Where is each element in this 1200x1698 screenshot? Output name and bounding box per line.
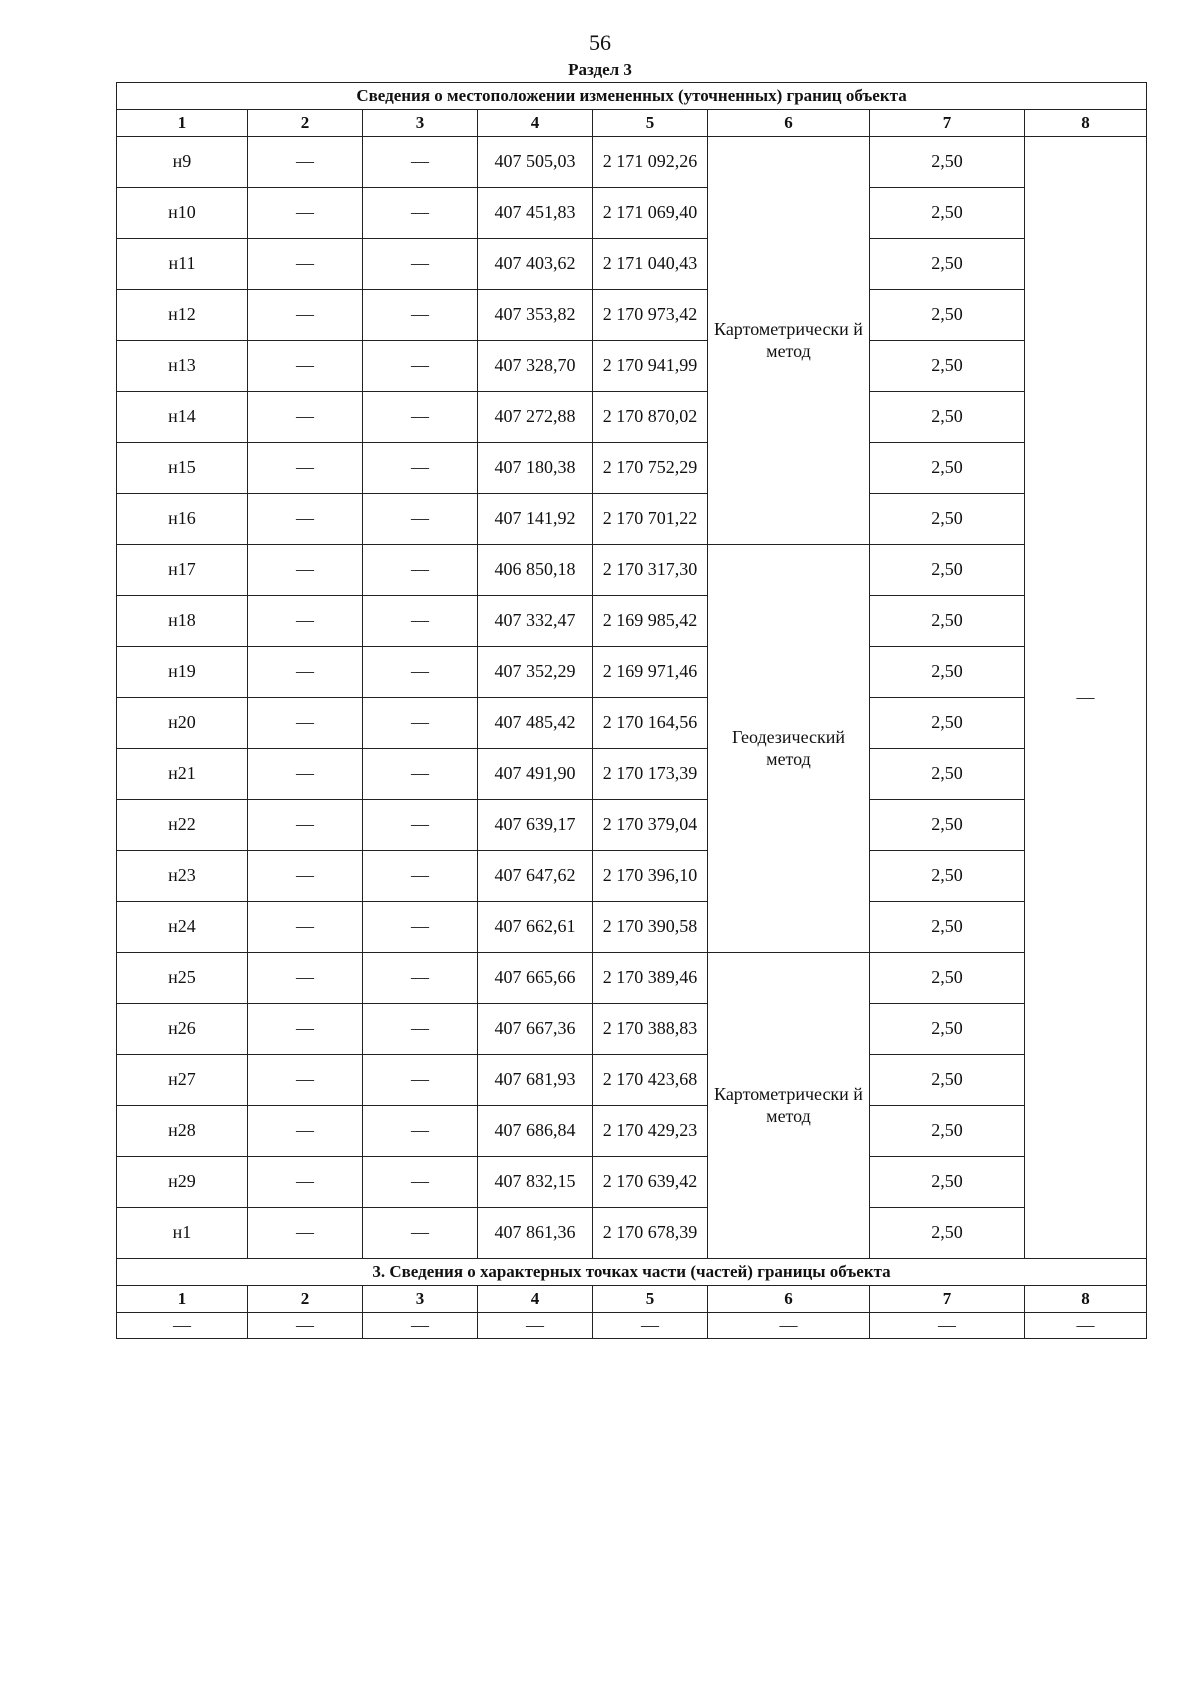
subsection-cell: — (1025, 1313, 1147, 1339)
column-2-cell: — (248, 188, 363, 239)
point-label-cell: н25 (117, 953, 248, 1004)
subsection-column-number-row (117, 1286, 1147, 1313)
subsection-cell: — (248, 1313, 363, 1339)
accuracy-cell: 2,50 (870, 188, 1025, 239)
accuracy-cell: 2,50 (870, 392, 1025, 443)
point-label-cell: н29 (117, 1157, 248, 1208)
point-label-cell: н18 (117, 596, 248, 647)
table-caption: Сведения о местоположении измененных (уточненных) границ объекта (117, 83, 1147, 110)
column-number: 1 (117, 1286, 248, 1313)
column-3-cell: — (363, 953, 478, 1004)
point-label-cell: н16 (117, 494, 248, 545)
y-coordinate-cell: 2 170 423,68 (593, 1055, 708, 1106)
x-coordinate-cell: 407 180,38 (478, 443, 593, 494)
column-3-cell: — (363, 392, 478, 443)
accuracy-cell: 2,50 (870, 902, 1025, 953)
table-row (117, 545, 1147, 596)
column-3-cell: — (363, 749, 478, 800)
column-number: 7 (870, 110, 1025, 137)
column-2-cell: — (248, 1055, 363, 1106)
subsection-data-row (117, 1313, 1147, 1339)
column-3-cell: — (363, 698, 478, 749)
x-coordinate-cell: 407 491,90 (478, 749, 593, 800)
column-3-cell: — (363, 1157, 478, 1208)
accuracy-cell: 2,50 (870, 1106, 1025, 1157)
table-row (117, 1208, 1147, 1259)
column-2-cell: — (248, 596, 363, 647)
y-coordinate-cell: 2 170 752,29 (593, 443, 708, 494)
column-2-cell: — (248, 239, 363, 290)
point-label-cell: н26 (117, 1004, 248, 1055)
y-coordinate-cell: 2 171 040,43 (593, 239, 708, 290)
y-coordinate-cell: 2 170 379,04 (593, 800, 708, 851)
point-label-cell: н11 (117, 239, 248, 290)
column-number: 4 (478, 110, 593, 137)
column-number: 1 (117, 110, 248, 137)
x-coordinate-cell: 406 850,18 (478, 545, 593, 596)
y-coordinate-cell: 2 171 092,26 (593, 137, 708, 188)
accuracy-cell: 2,50 (870, 596, 1025, 647)
column-3-cell: — (363, 851, 478, 902)
table-row (117, 596, 1147, 647)
table-row (117, 749, 1147, 800)
accuracy-cell: 2,50 (870, 1208, 1025, 1259)
y-coordinate-cell: 2 170 701,22 (593, 494, 708, 545)
subsection-cell: — (478, 1313, 593, 1339)
point-label-cell: н14 (117, 392, 248, 443)
column-3-cell: — (363, 239, 478, 290)
point-label-cell: н17 (117, 545, 248, 596)
x-coordinate-cell: 407 505,03 (478, 137, 593, 188)
column-2-cell: — (248, 1106, 363, 1157)
column-2-cell: — (248, 902, 363, 953)
y-coordinate-cell: 2 170 639,42 (593, 1157, 708, 1208)
table-row (117, 647, 1147, 698)
point-label-cell: н13 (117, 341, 248, 392)
column-number: 4 (478, 1286, 593, 1313)
column-2-cell: — (248, 392, 363, 443)
column-3-cell: — (363, 1208, 478, 1259)
table-row (117, 188, 1147, 239)
accuracy-cell: 2,50 (870, 953, 1025, 1004)
column-2-cell: — (248, 1157, 363, 1208)
column-number: 7 (870, 1286, 1025, 1313)
column-3-cell: — (363, 494, 478, 545)
subsection-cell: — (117, 1313, 248, 1339)
accuracy-cell: 2,50 (870, 494, 1025, 545)
accuracy-cell: 2,50 (870, 239, 1025, 290)
x-coordinate-cell: 407 328,70 (478, 341, 593, 392)
table-row (117, 290, 1147, 341)
column-3-cell: — (363, 341, 478, 392)
x-coordinate-cell: 407 681,93 (478, 1055, 593, 1106)
column-3-cell: — (363, 1055, 478, 1106)
x-coordinate-cell: 407 662,61 (478, 902, 593, 953)
column-2-cell: — (248, 290, 363, 341)
column-3-cell: — (363, 1106, 478, 1157)
y-coordinate-cell: 2 170 390,58 (593, 902, 708, 953)
column-2-cell: — (248, 851, 363, 902)
point-label-cell: н10 (117, 188, 248, 239)
accuracy-cell: 2,50 (870, 698, 1025, 749)
table-row (117, 494, 1147, 545)
point-label-cell: н1 (117, 1208, 248, 1259)
x-coordinate-cell: 407 272,88 (478, 392, 593, 443)
point-label-cell: н24 (117, 902, 248, 953)
boundary-table (116, 82, 1147, 1339)
table-row (117, 239, 1147, 290)
x-coordinate-cell: 407 667,36 (478, 1004, 593, 1055)
column-2-cell: — (248, 647, 363, 698)
x-coordinate-cell: 407 686,84 (478, 1106, 593, 1157)
column-3-cell: — (363, 800, 478, 851)
column-2-cell: — (248, 1208, 363, 1259)
column-2-cell: — (248, 1004, 363, 1055)
y-coordinate-cell: 2 170 678,39 (593, 1208, 708, 1259)
page-number: 56 (589, 30, 611, 55)
subsection-cell: — (870, 1313, 1025, 1339)
y-coordinate-cell: 2 170 389,46 (593, 953, 708, 1004)
method-cell: Картометрически й метод (708, 953, 870, 1259)
table-row (117, 1055, 1147, 1106)
accuracy-cell: 2,50 (870, 1004, 1025, 1055)
column-2-cell: — (248, 800, 363, 851)
x-coordinate-cell: 407 451,83 (478, 188, 593, 239)
column-number: 2 (248, 1286, 363, 1313)
y-coordinate-cell: 2 170 317,30 (593, 545, 708, 596)
subsection-cell: — (708, 1313, 870, 1339)
column-3-cell: — (363, 545, 478, 596)
y-coordinate-cell: 2 170 870,02 (593, 392, 708, 443)
column-2-cell: — (248, 443, 363, 494)
column-2-cell: — (248, 137, 363, 188)
column-2-cell: — (248, 341, 363, 392)
point-label-cell: н20 (117, 698, 248, 749)
accuracy-cell: 2,50 (870, 1157, 1025, 1208)
point-label-cell: н23 (117, 851, 248, 902)
point-label-cell: н22 (117, 800, 248, 851)
table-row (117, 851, 1147, 902)
column-number: 6 (708, 1286, 870, 1313)
point-label-cell: н9 (117, 137, 248, 188)
y-coordinate-cell: 2 170 973,42 (593, 290, 708, 341)
table-row (117, 1157, 1147, 1208)
x-coordinate-cell: 407 861,36 (478, 1208, 593, 1259)
column-number: 5 (593, 1286, 708, 1313)
column-number: 8 (1025, 1286, 1147, 1313)
column-number-row (117, 110, 1147, 137)
accuracy-cell: 2,50 (870, 647, 1025, 698)
accuracy-cell: 2,50 (870, 1055, 1025, 1106)
column-2-cell: — (248, 494, 363, 545)
table-row (117, 902, 1147, 953)
column-number: 2 (248, 110, 363, 137)
table-row (117, 800, 1147, 851)
accuracy-cell: 2,50 (870, 137, 1025, 188)
point-label-cell: н28 (117, 1106, 248, 1157)
y-coordinate-cell: 2 170 941,99 (593, 341, 708, 392)
column-3-cell: — (363, 188, 478, 239)
table-row (117, 443, 1147, 494)
x-coordinate-cell: 407 353,82 (478, 290, 593, 341)
table-row (117, 698, 1147, 749)
table-body (117, 83, 1147, 1339)
y-coordinate-cell: 2 170 429,23 (593, 1106, 708, 1157)
x-coordinate-cell: 407 332,47 (478, 596, 593, 647)
y-coordinate-cell: 2 170 396,10 (593, 851, 708, 902)
subsection-title: 3. Сведения о характерных точках части (частей) границы объекта (117, 1259, 1147, 1286)
table-row (117, 1004, 1147, 1055)
column-3-cell: — (363, 290, 478, 341)
accuracy-cell: 2,50 (870, 545, 1025, 596)
table-caption-row (117, 83, 1147, 110)
accuracy-cell: 2,50 (870, 800, 1025, 851)
y-coordinate-cell: 2 171 069,40 (593, 188, 708, 239)
table-row (117, 953, 1147, 1004)
column-2-cell: — (248, 749, 363, 800)
table-row (117, 1106, 1147, 1157)
subsection-cell: — (593, 1313, 708, 1339)
x-coordinate-cell: 407 639,17 (478, 800, 593, 851)
column-3-cell: — (363, 137, 478, 188)
table-row (117, 137, 1147, 188)
point-label-cell: н21 (117, 749, 248, 800)
subsection-title-row (117, 1259, 1147, 1286)
column-number: 6 (708, 110, 870, 137)
method-cell: Геодезический метод (708, 545, 870, 953)
x-coordinate-cell: 407 832,15 (478, 1157, 593, 1208)
x-coordinate-cell: 407 403,62 (478, 239, 593, 290)
column-3-cell: — (363, 443, 478, 494)
column-number: 5 (593, 110, 708, 137)
column-2-cell: — (248, 953, 363, 1004)
x-coordinate-cell: 407 485,42 (478, 698, 593, 749)
point-label-cell: н19 (117, 647, 248, 698)
accuracy-cell: 2,50 (870, 290, 1025, 341)
x-coordinate-cell: 407 141,92 (478, 494, 593, 545)
accuracy-cell: 2,50 (870, 851, 1025, 902)
accuracy-cell: 2,50 (870, 341, 1025, 392)
subsection-cell: — (363, 1313, 478, 1339)
column-2-cell: — (248, 698, 363, 749)
y-coordinate-cell: 2 170 164,56 (593, 698, 708, 749)
x-coordinate-cell: 407 647,62 (478, 851, 593, 902)
y-coordinate-cell: 2 170 173,39 (593, 749, 708, 800)
column-3-cell: — (363, 596, 478, 647)
column-3-cell: — (363, 1004, 478, 1055)
column-number: 3 (363, 1286, 478, 1313)
point-label-cell: н15 (117, 443, 248, 494)
accuracy-cell: 2,50 (870, 443, 1025, 494)
column-number: 8 (1025, 110, 1147, 137)
x-coordinate-cell: 407 665,66 (478, 953, 593, 1004)
point-label-cell: н27 (117, 1055, 248, 1106)
x-coordinate-cell: 407 352,29 (478, 647, 593, 698)
accuracy-cell: 2,50 (870, 749, 1025, 800)
table-row (117, 392, 1147, 443)
y-coordinate-cell: 2 169 985,42 (593, 596, 708, 647)
point-label-cell: н12 (117, 290, 248, 341)
y-coordinate-cell: 2 169 971,46 (593, 647, 708, 698)
column-3-cell: — (363, 902, 478, 953)
y-coordinate-cell: 2 170 388,83 (593, 1004, 708, 1055)
section-title: Раздел 3 (568, 60, 632, 79)
column-2-cell: — (248, 545, 363, 596)
column-number: 3 (363, 110, 478, 137)
column-8-merged-cell: — (1025, 137, 1147, 1259)
column-3-cell: — (363, 647, 478, 698)
method-cell: Картометрически й метод (708, 137, 870, 545)
table-row (117, 341, 1147, 392)
